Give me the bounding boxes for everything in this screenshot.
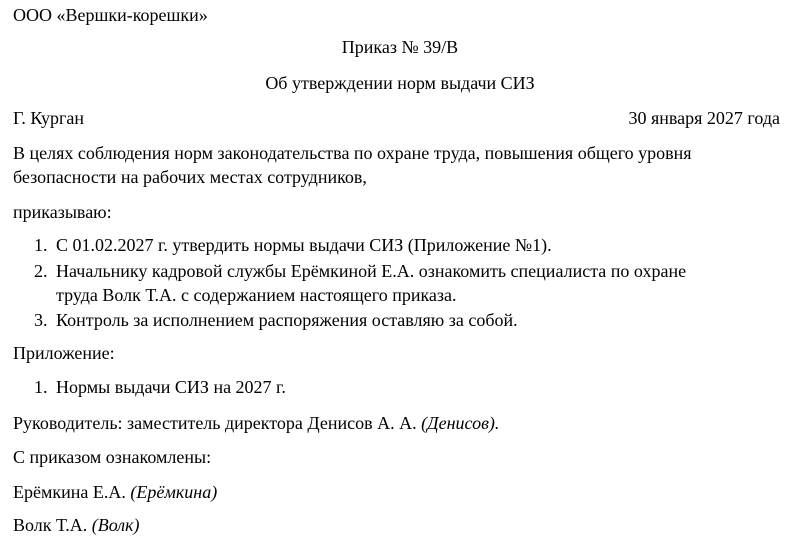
list-item	[34, 234, 552, 256]
list-item	[34, 309, 518, 331]
list-item-number: 2.	[34, 261, 48, 281]
list-item-text: С 01.02.2027 г. утвердить нормы выдачи СИЗ (Приложение №1).	[56, 235, 552, 255]
head-signature: (Денисов).	[421, 413, 500, 433]
order-city: Г. Курган	[13, 108, 85, 128]
person-name: Ерёмкина Е.А.	[13, 482, 126, 502]
order-word: приказываю:	[13, 202, 112, 222]
acknowledged-label: С приказом ознакомлены:	[13, 447, 212, 467]
person-signature: (Волк)	[91, 515, 140, 535]
list-item-text: Начальнику кадровой службы Ерёмкиной Е.А. ознакомить специалиста по охране	[56, 261, 687, 281]
list-item	[34, 260, 686, 282]
head-signature-text: Руководитель: заместитель директора Денисов А. А.	[13, 413, 417, 433]
appendix-item-number: 1.	[34, 377, 48, 397]
order-subject: Об утверждении норм выдачи СИЗ	[265, 73, 535, 93]
list-item-text: Контроль за исполнением распоряжения оставляю за собой.	[56, 310, 518, 330]
order-date: 30 января 2027 года	[628, 108, 780, 128]
head-signature-line	[13, 412, 499, 434]
appendix-item-text: Нормы выдачи СИЗ на 2027 г.	[56, 377, 286, 397]
acknowledged-person	[13, 481, 217, 503]
organization-name: ООО «Вершки-корешки»	[13, 5, 208, 25]
list-item-number: 1.	[34, 235, 48, 255]
person-signature: (Ерёмкина)	[130, 482, 218, 502]
preamble-line-1: В целях соблюдения норм законодательства по охране труда, повышения общего уровня	[13, 143, 692, 163]
appendix-label: Приложение:	[13, 343, 115, 363]
person-name: Волк Т.А.	[13, 515, 88, 535]
acknowledged-person	[13, 514, 140, 536]
list-item-continuation: труда Волк Т.А. с содержанием настоящего приказа.	[56, 285, 457, 305]
list-item-number: 3.	[34, 310, 48, 330]
appendix-item	[34, 376, 286, 398]
preamble-line-2: безопасности на рабочих местах сотрудников,	[13, 167, 367, 187]
order-title: Приказ № 39/В	[341, 37, 459, 57]
